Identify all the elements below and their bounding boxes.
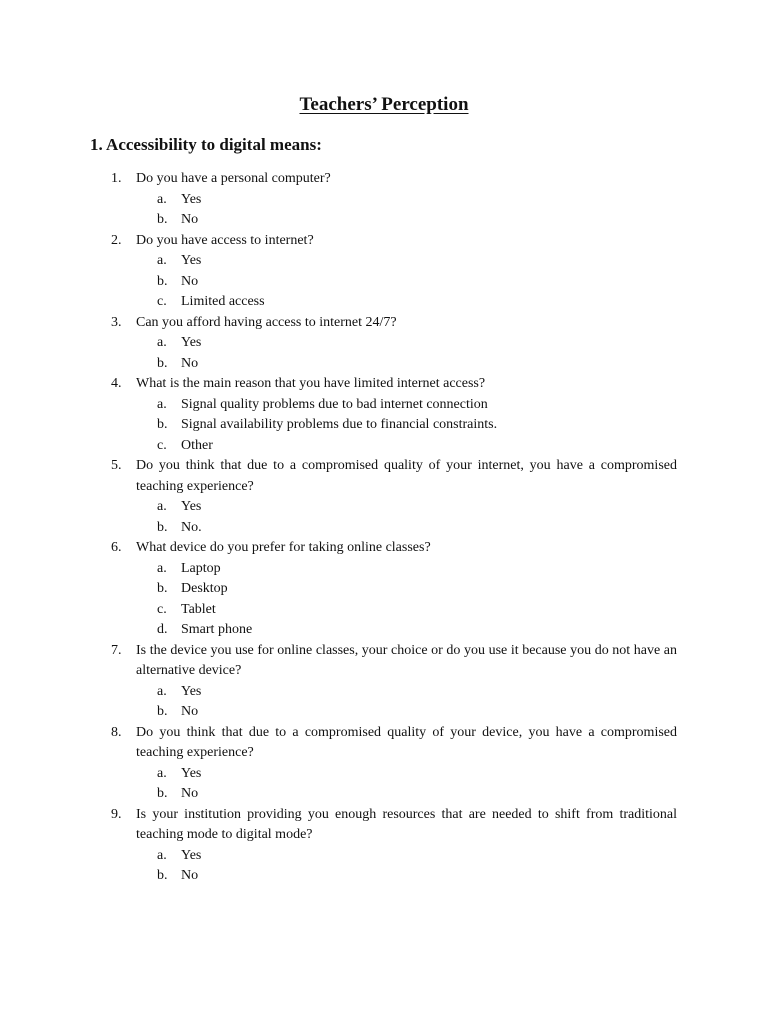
question-text: Do you think that due to a compromised quality of your device, you have a compromised teaching experience? <box>136 724 677 760</box>
option-text: No <box>181 704 199 719</box>
question-item <box>0 313 768 375</box>
answer-option <box>0 600 768 621</box>
question-item <box>0 374 768 456</box>
page-title <box>0 94 768 116</box>
answer-option <box>0 559 768 580</box>
question-number: 8. <box>111 724 122 740</box>
answer-option <box>0 784 768 805</box>
option-letter: a. <box>157 499 167 514</box>
question-item <box>0 538 768 641</box>
option-letter: a. <box>157 765 167 781</box>
option-text: Yes <box>181 765 202 781</box>
answer-option <box>0 497 768 518</box>
answer-option <box>0 251 768 272</box>
question-item <box>0 723 768 805</box>
option-text: No. <box>181 519 202 535</box>
answer-option <box>0 210 768 231</box>
answer-option <box>0 764 768 785</box>
option-text: No <box>181 355 199 371</box>
option-letter: b. <box>157 417 168 432</box>
question-text: Is the device you use for online classes, your choice or do you use it because you do not have an alternative device? <box>136 642 677 678</box>
option-text: No <box>181 273 199 289</box>
option-letter: b. <box>157 581 168 596</box>
option-letter: d. <box>157 622 168 637</box>
option-letter: b. <box>157 868 168 883</box>
question-number: 4. <box>111 376 122 391</box>
option-letter: a. <box>157 191 167 207</box>
option-text: Signal quality problems due to bad internet connection <box>181 396 488 412</box>
answer-option <box>0 272 768 293</box>
question-text: What is the main reason that you have limited internet access? <box>136 376 486 391</box>
option-text: Limited access <box>181 294 265 309</box>
answer-option <box>0 579 768 600</box>
question-number: 5. <box>111 458 122 473</box>
answer-option <box>0 620 768 641</box>
option-letter: b. <box>157 273 168 289</box>
option-text: Laptop <box>181 560 221 576</box>
option-letter: b. <box>157 704 168 719</box>
question-number: 7. <box>111 642 122 658</box>
question-item <box>0 805 768 887</box>
option-text: Other <box>181 437 213 453</box>
answer-option <box>0 354 768 375</box>
question-number: 1. <box>111 171 122 186</box>
answer-option <box>0 682 768 703</box>
option-text: Yes <box>181 335 202 350</box>
option-letter: b. <box>157 519 168 535</box>
question-item <box>0 456 768 538</box>
option-text: Signal availability problems due to financial constraints. <box>181 417 498 432</box>
answer-option <box>0 518 768 539</box>
option-letter: c. <box>157 437 167 453</box>
option-text: No <box>181 868 199 883</box>
option-letter: a. <box>157 683 167 699</box>
answer-option <box>0 395 768 416</box>
answer-option <box>0 702 768 723</box>
option-letter: c. <box>157 601 167 617</box>
question-item <box>0 169 768 231</box>
answer-option <box>0 846 768 867</box>
question-item <box>0 641 768 723</box>
question-item <box>0 231 768 313</box>
option-letter: a. <box>157 560 167 576</box>
option-text: Yes <box>181 683 202 699</box>
question-number: 6. <box>111 540 122 555</box>
question-text: What device do you prefer for taking online classes? <box>136 540 431 555</box>
option-letter: b. <box>157 786 168 801</box>
answer-option <box>0 436 768 457</box>
option-letter: a. <box>157 253 167 268</box>
question-text: Is your institution providing you enough resources that are needed to shift from traditional teaching mode to digital mode? <box>136 806 677 842</box>
question-number: 2. <box>111 232 122 248</box>
question-list <box>0 169 768 887</box>
option-text: Desktop <box>181 581 228 596</box>
section-heading: 1. Accessibility to digital means: <box>90 135 322 154</box>
question-number: 9. <box>111 806 122 822</box>
answer-option <box>0 292 768 313</box>
option-text: Yes <box>181 253 202 268</box>
option-letter: b. <box>157 212 168 227</box>
question-text: Can you afford having access to internet 24/7? <box>136 314 397 330</box>
answer-option <box>0 333 768 354</box>
option-text: Smart phone <box>181 622 253 637</box>
option-letter: a. <box>157 847 167 863</box>
option-text: Yes <box>181 191 202 207</box>
question-number: 3. <box>111 314 122 330</box>
option-letter: b. <box>157 355 168 371</box>
answer-option <box>0 190 768 211</box>
option-text: No <box>181 786 199 801</box>
option-letter: a. <box>157 335 167 350</box>
option-letter: a. <box>157 396 167 412</box>
option-text: Tablet <box>181 601 216 617</box>
answer-option <box>0 415 768 436</box>
option-text: No <box>181 212 199 227</box>
page-title-text: Teachers’ Perception <box>299 94 469 115</box>
option-text: Yes <box>181 847 202 863</box>
question-text: Do you think that due to a compromised quality of your internet, you have a compromised teaching experience? <box>136 458 677 494</box>
question-text: Do you have a personal computer? <box>136 171 331 186</box>
answer-option <box>0 866 768 887</box>
option-letter: c. <box>157 294 167 309</box>
question-text: Do you have access to internet? <box>136 232 314 248</box>
option-text: Yes <box>181 499 202 514</box>
